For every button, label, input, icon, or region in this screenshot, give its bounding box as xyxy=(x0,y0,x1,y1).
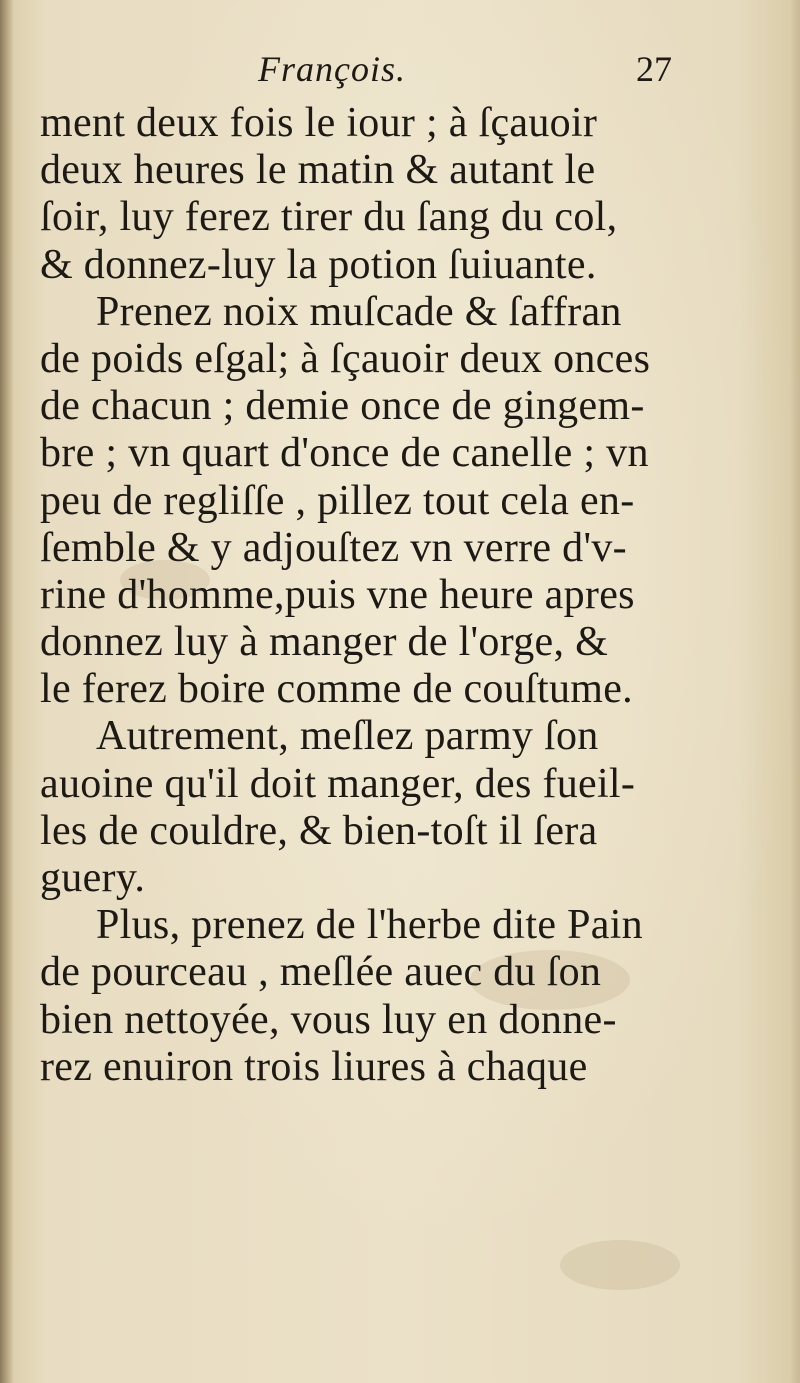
text-line: bre ; vn quart d'once de canelle ; vn xyxy=(40,430,649,477)
text-line: les de couldre, & bien-toſt il ſera xyxy=(40,807,598,854)
text-line: le ferez boire comme de couſtume. xyxy=(40,666,633,713)
page-edge xyxy=(790,0,800,1383)
text-line: ment deux fois le iour ; à ſçauoir xyxy=(40,100,598,146)
paragraph-start-line: Prenez noix muſcade & ſaffran xyxy=(96,288,622,335)
text-line: de chacun ; demie once de gingem- xyxy=(40,383,645,430)
page-gutter-shadow xyxy=(0,0,14,1383)
paragraph-start-line: Autrement, meſlez parmy ſon xyxy=(96,713,599,760)
text-line: rine d'homme,puis vne heure apres xyxy=(40,571,635,618)
text-line: rez enuiron trois liures à chaque xyxy=(40,1043,588,1090)
text-line: auoine qu'il doit manger, des fueil- xyxy=(40,760,636,807)
text-line: ſoir, luy ferez tirer du ſang du col, xyxy=(40,194,618,241)
page-number: 27 xyxy=(636,49,672,89)
text-line: & donnez-luy la potion ſuiuante. xyxy=(40,241,597,288)
text-line: peu de regliſſe , pillez tout cela en- xyxy=(40,477,635,524)
text-line: ſemble & y adjouſtez vn verre d'v- xyxy=(40,524,627,571)
text-line: donnez luy à manger de l'orge, & xyxy=(40,619,609,666)
paper-stain xyxy=(560,1240,680,1290)
text-line: deux heures le matin & autant le xyxy=(40,147,596,194)
text-line: de pourceau , meſlée auec du ſon xyxy=(40,949,602,996)
text-line: guery. xyxy=(40,855,146,901)
text-line: bien nettoyée, vous luy en donne- xyxy=(40,996,617,1043)
text-line: de poids eſgal; à ſçauoir deux onces xyxy=(40,335,651,382)
paragraph-start-line: Plus, prenez de l'herbe dite Pain xyxy=(96,902,643,949)
running-title: François. xyxy=(258,49,406,89)
page-header xyxy=(0,48,800,98)
body-text xyxy=(40,100,720,1091)
